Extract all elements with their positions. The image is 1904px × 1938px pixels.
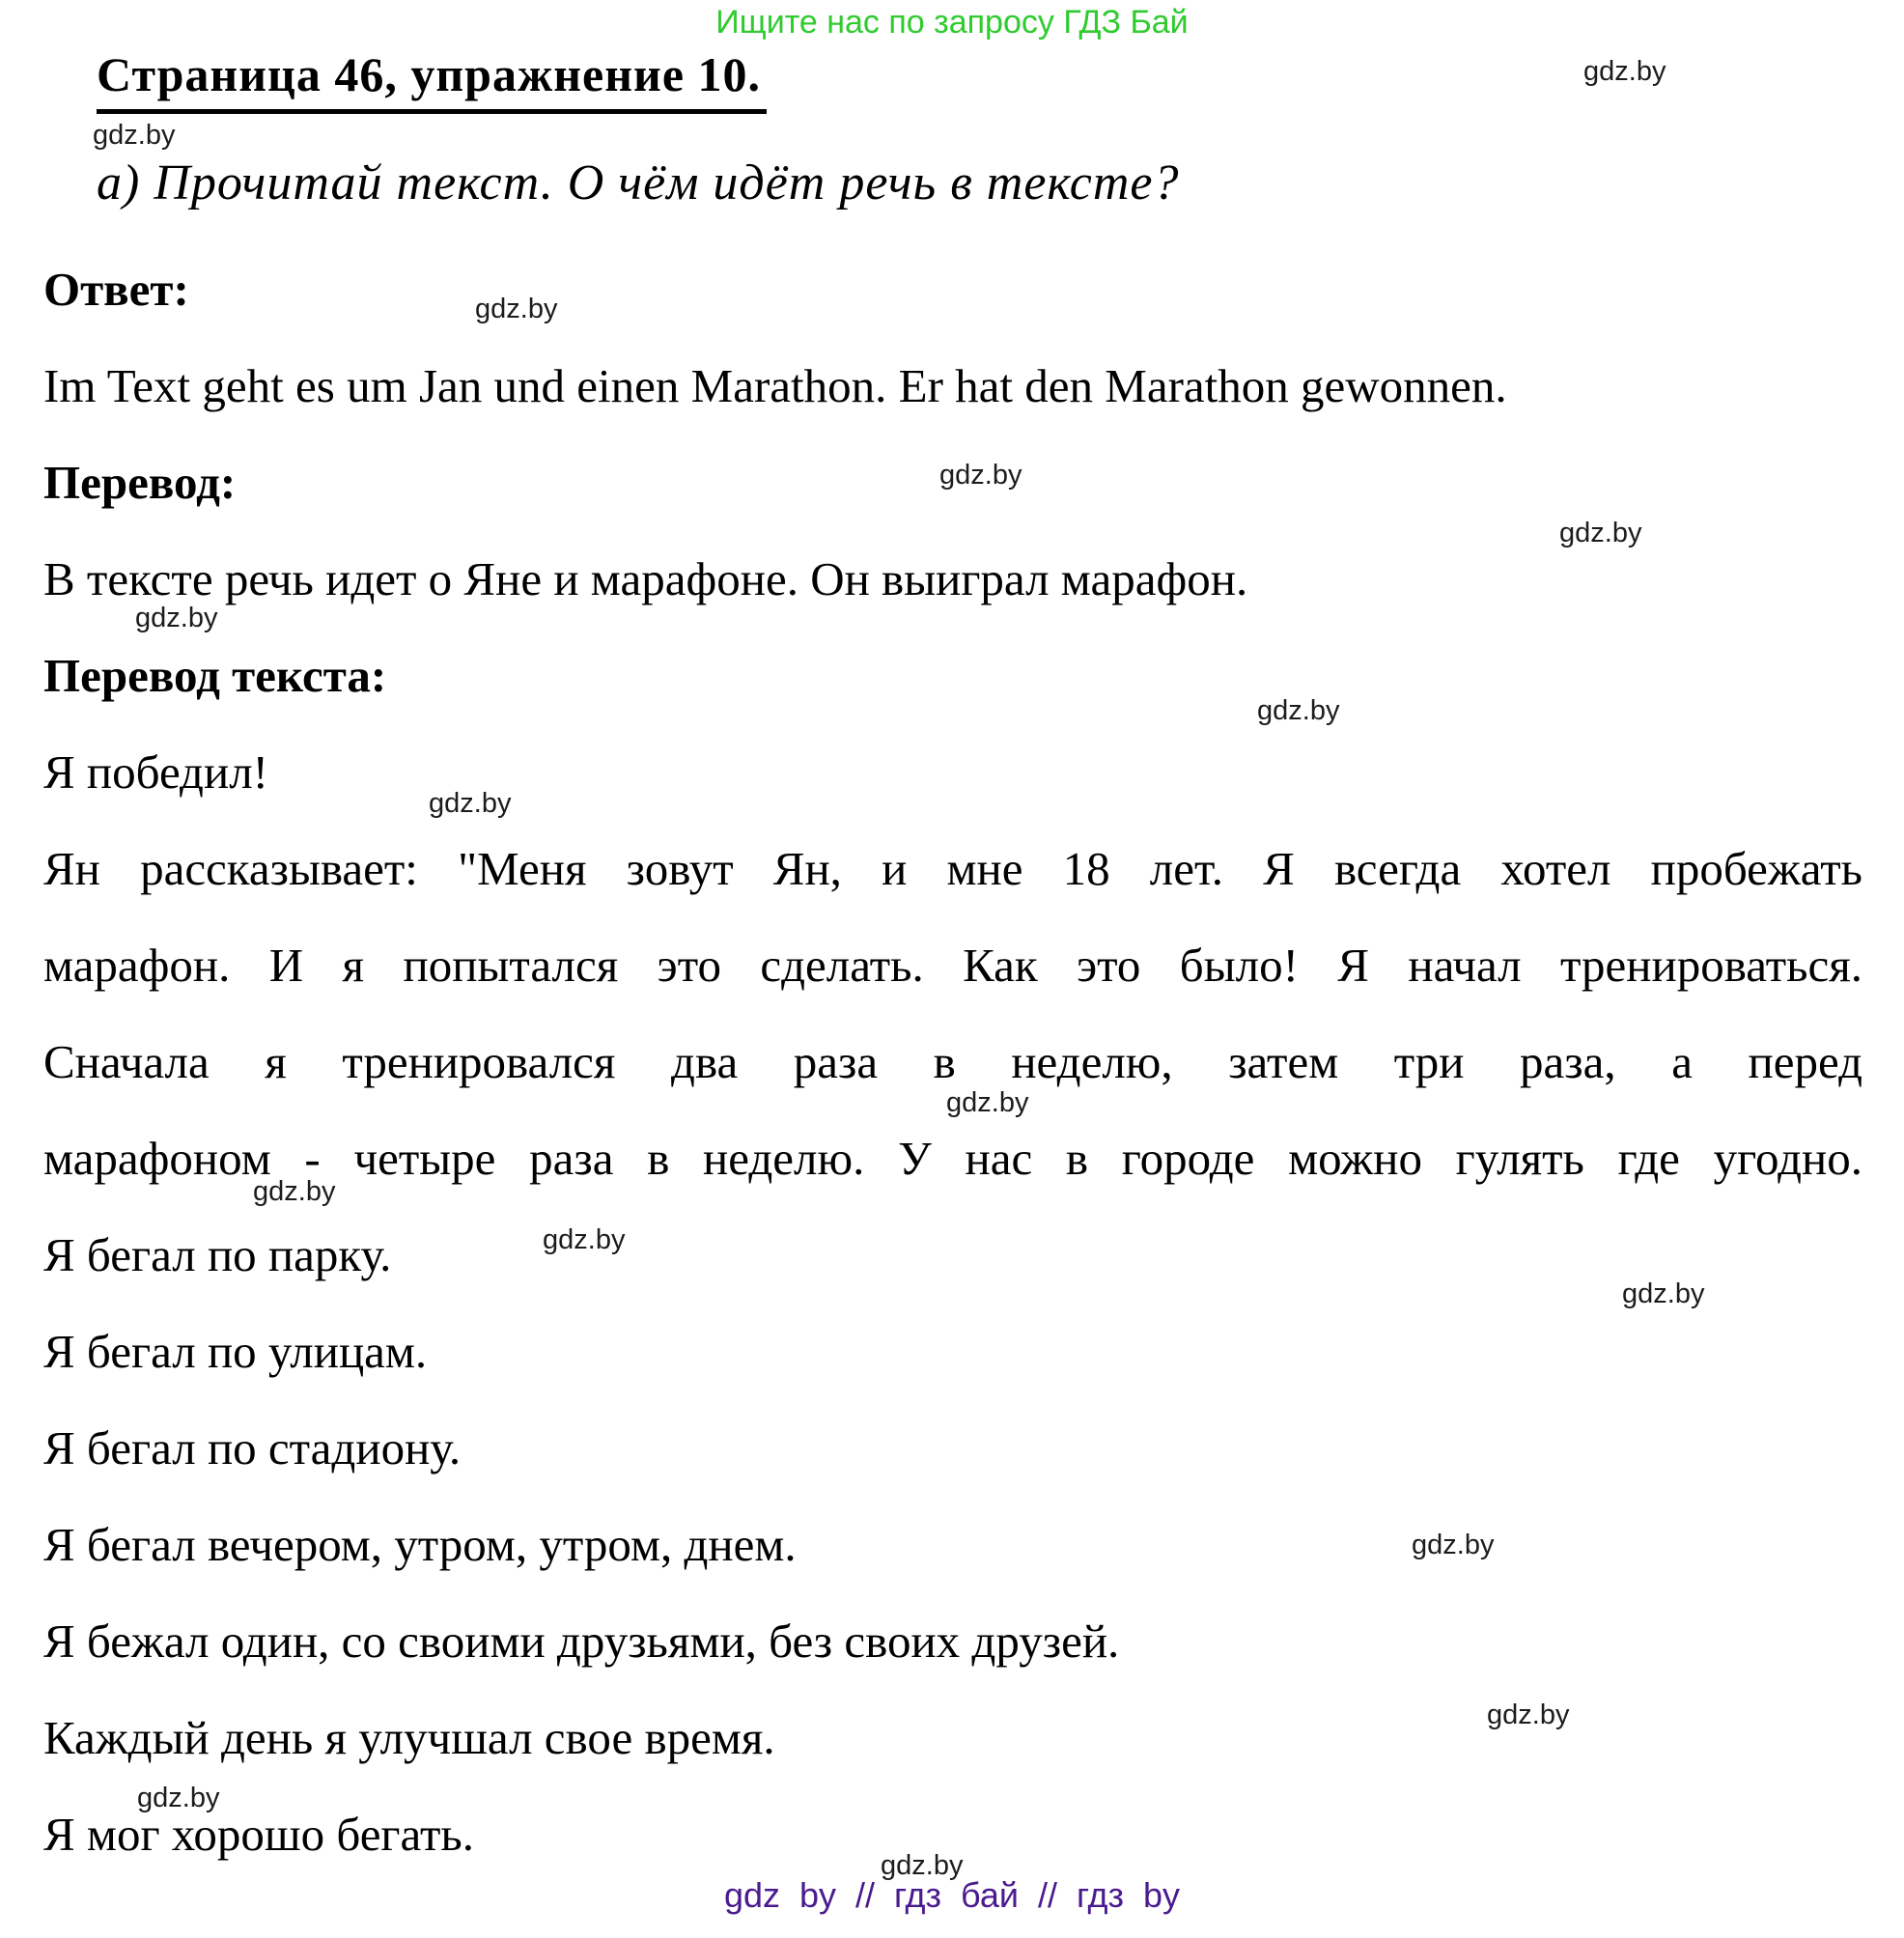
gdz-watermark: gdz.by xyxy=(1487,1699,1570,1730)
story-title-line: Я победил! xyxy=(43,745,268,799)
story-sentence: Я бегал по улицам. xyxy=(43,1325,428,1378)
page-title: Страница 46, упражнение 10. xyxy=(97,48,767,114)
answer-heading: Ответ: xyxy=(43,263,189,316)
gdz-watermark: gdz.by xyxy=(429,788,512,819)
task-instruction: а) Прочитай текст. О чём идёт речь в тексте? xyxy=(97,155,1180,211)
gdz-watermark: gdz.by xyxy=(93,120,176,151)
gdz-watermark: gdz.by xyxy=(939,460,1022,491)
answer-german-text: Im Text geht es um Jan und einen Marathon. Er hat den Marathon gewonnen. xyxy=(43,359,1507,412)
solution-content xyxy=(43,241,1862,1883)
gdz-watermark: gdz.by xyxy=(475,294,558,324)
gdz-watermark: gdz.by xyxy=(1412,1530,1495,1560)
gdz-watermark: gdz.by xyxy=(1622,1278,1705,1309)
story-paragraph-line: Ян рассказывает: "Меня зовут Ян, и мне 18 лет. Я всегда хотел пробежать xyxy=(43,842,1862,895)
gdz-watermark: gdz.by xyxy=(253,1176,336,1207)
story-sentence: Я бегал по стадиону. xyxy=(43,1421,462,1475)
footer-links: gdz by // гдз бай // гдз by xyxy=(723,1875,1181,1915)
text-translation-heading: Перевод текста: xyxy=(43,649,387,702)
story-paragraph-line: Сначала я тренировался два раза в неделю, затем три раза, а перед xyxy=(43,1035,1862,1088)
gdz-watermark: gdz.by xyxy=(881,1850,964,1881)
story-sentence: Каждый день я улучшал свое время. xyxy=(43,1711,775,1764)
gdz-watermark: gdz.by xyxy=(137,1783,220,1813)
story-paragraph-line: марафон. И я попытался это сделать. Как это было! Я начал тренироваться. xyxy=(43,939,1862,992)
story-sentence: Я бежал один, со своими друзьями, без своих друзей. xyxy=(43,1615,1120,1668)
gdz-watermark: gdz.by xyxy=(1257,695,1340,726)
story-sentence: Я бегал по парку. xyxy=(43,1228,392,1281)
story-paragraph-line: марафоном - четыре раза в неделю. У нас в городе можно гулять где угодно. xyxy=(43,1132,1862,1185)
promo-banner: Ищите нас по запросу ГДЗ Бай xyxy=(715,4,1189,41)
gdz-watermark: gdz.by xyxy=(1583,56,1666,87)
gdz-watermark: gdz.by xyxy=(543,1224,626,1255)
gdz-watermark: gdz.by xyxy=(1559,518,1642,548)
answer-russian-text: В тексте речь идет о Яне и марафоне. Он выиграл марафон. xyxy=(43,552,1248,605)
gdz-watermark: gdz.by xyxy=(946,1087,1029,1118)
gdz-watermark: gdz.by xyxy=(135,603,218,633)
translation-heading: Перевод: xyxy=(43,456,237,509)
story-sentence: Я мог хорошо бегать. xyxy=(43,1808,475,1861)
story-sentence: Я бегал вечером, утром, утром, днем. xyxy=(43,1518,797,1571)
